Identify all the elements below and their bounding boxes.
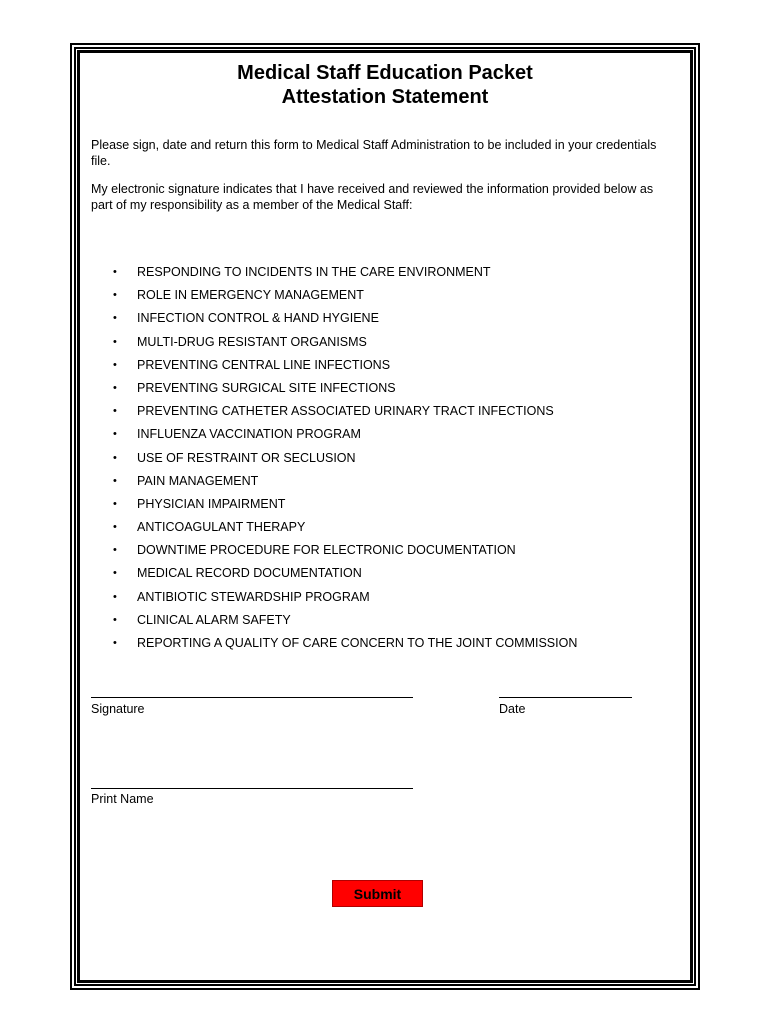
bullet-icon: • — [113, 637, 117, 649]
topic-label: PREVENTING CATHETER ASSOCIATED URINARY TRACT INFECTIONS — [137, 404, 554, 419]
bullet-icon: • — [113, 335, 117, 348]
bullet-icon: • — [113, 405, 117, 418]
bullet-icon: • — [113, 521, 117, 534]
topic-label: RESPONDING TO INCIDENTS IN THE CARE ENVIRONMENT — [137, 265, 491, 279]
bullet-icon: • — [113, 266, 117, 278]
topic-label: PAIN MANAGEMENT — [137, 473, 259, 488]
list-item — [91, 263, 577, 286]
bullet-icon: • — [113, 474, 117, 487]
print-name-field[interactable] — [91, 788, 413, 789]
bullet-icon: • — [113, 567, 117, 580]
list-item — [91, 541, 577, 564]
bullet-icon: • — [113, 544, 117, 557]
list-item — [91, 634, 577, 657]
signature-label: Signature — [91, 702, 145, 716]
list-item — [91, 356, 577, 379]
bullet-icon: • — [113, 312, 117, 325]
date-label: Date — [499, 702, 526, 716]
list-item — [91, 518, 577, 541]
signature-field[interactable] — [91, 697, 413, 698]
list-item — [91, 309, 577, 332]
topic-label: INFLUENZA VACCINATION PROGRAM — [137, 427, 361, 442]
bullet-icon: • — [113, 613, 117, 626]
topic-label: PHYSICIAN IMPAIRMENT — [137, 496, 286, 511]
form-title: Medical Staff Education Packet — [237, 62, 533, 84]
topic-label: CLINICAL ALARM SAFETY — [137, 612, 291, 627]
list-item — [91, 425, 577, 448]
list-item — [91, 611, 577, 634]
list-item — [91, 286, 577, 309]
list-item — [91, 379, 577, 402]
topic-label: ANTIBIOTIC STEWARDSHIP PROGRAM — [137, 589, 370, 604]
list-item — [91, 402, 577, 425]
bullet-icon: • — [113, 289, 117, 302]
topic-label: ANTICOAGULANT THERAPY — [137, 520, 306, 535]
topic-label: REPORTING A QUALITY OF CARE CONCERN TO THE JOINT COMMISSION — [137, 636, 578, 650]
list-item — [91, 449, 577, 472]
bullet-icon: • — [113, 381, 117, 394]
topic-label: DOWNTIME PROCEDURE FOR ELECTRONIC DOCUMENTATION — [137, 543, 516, 558]
topic-label: ROLE IN EMERGENCY MANAGEMENT — [137, 288, 364, 303]
topic-label: USE OF RESTRAINT OR SECLUSION — [137, 450, 356, 465]
topic-label: PREVENTING CENTRAL LINE INFECTIONS — [137, 357, 391, 372]
instructions-text: Please sign, date and return this form to Medical Staff Administration to be included in your credentials file. — [91, 138, 657, 168]
topic-list — [91, 263, 577, 657]
print-name-label: Print Name — [91, 792, 154, 806]
bullet-icon: • — [113, 497, 117, 510]
list-item — [91, 495, 577, 518]
bullet-icon: • — [113, 358, 117, 371]
topic-label: PREVENTING SURGICAL SITE INFECTIONS — [137, 380, 396, 395]
attestation-statement: My electronic signature indicates that I have received and reviewed the information provided below as part of my responsibility as a member of the Medical Staff: — [91, 182, 654, 212]
list-item — [91, 472, 577, 495]
bullet-icon: • — [113, 451, 117, 464]
topic-label: MEDICAL RECORD DOCUMENTATION — [137, 566, 362, 581]
submit-button[interactable]: Submit — [332, 880, 423, 907]
date-field[interactable] — [499, 697, 632, 698]
bullet-icon: • — [113, 590, 117, 603]
topic-label: INFECTION CONTROL & HAND HYGIENE — [137, 311, 379, 326]
bullet-icon: • — [113, 428, 117, 441]
list-item — [91, 564, 577, 587]
topic-label: MULTI-DRUG RESISTANT ORGANISMS — [137, 334, 367, 349]
list-item — [91, 333, 577, 356]
list-item — [91, 588, 577, 611]
form-subtitle: Attestation Statement — [281, 86, 489, 108]
